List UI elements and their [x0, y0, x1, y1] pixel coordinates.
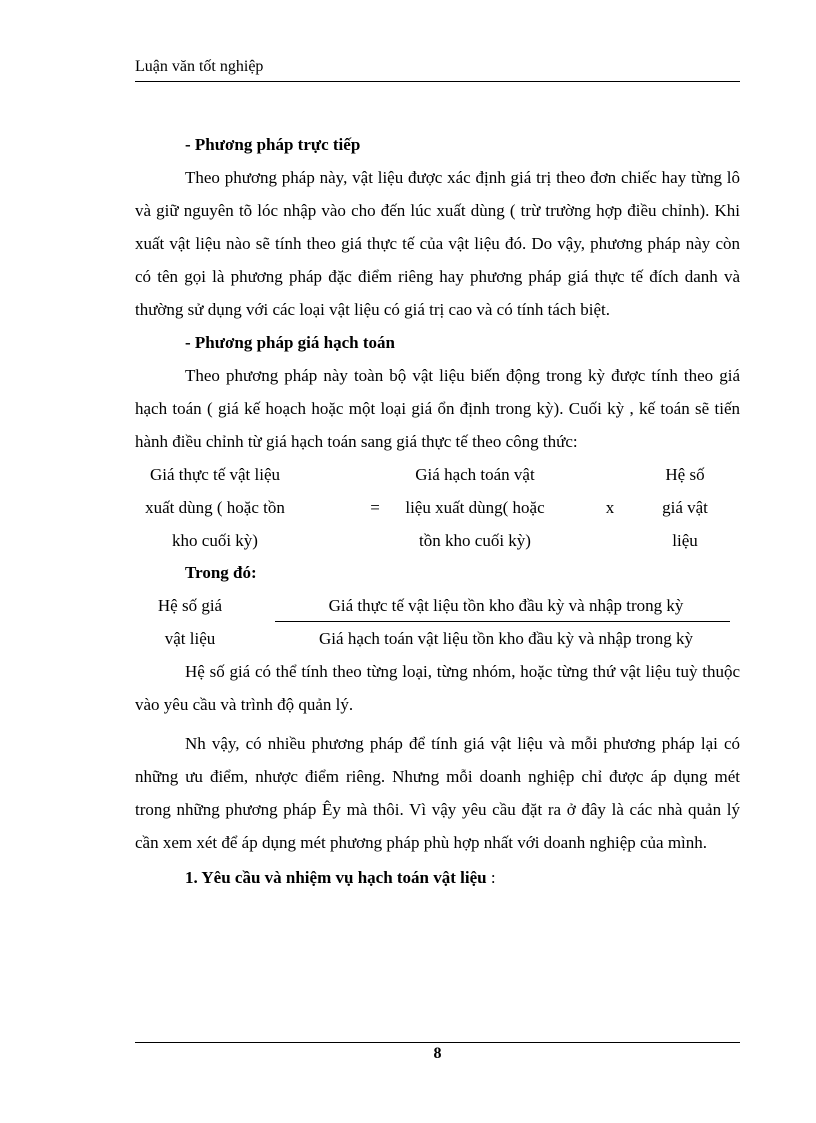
running-header: Luận văn tốt nghiệp — [135, 58, 264, 75]
header-rule — [135, 81, 740, 82]
formula-actual-cost — [135, 458, 740, 556]
paragraph-accounting-price-method: Theo phương pháp này toàn bộ vật liệu biến động trong kỳ được tính theo giá hạch toán ( giá kế hoạch hoặc một loại giá ổn định trong kỳ). Cuối kỳ , kế toán sẽ tiến hành điều chỉnh từ giá hạch toán sang giá thực tế theo công thức: — [135, 366, 740, 451]
section-heading-accounting-price-method: - Phương pháp giá hạch toán — [185, 333, 395, 352]
paragraph-direct-method: Theo phương pháp này, vật liệu được xác định giá trị theo đơn chiếc hay từng lô và giữ nguyên tõ lóc nhập vào cho đến lúc xuất dùng ( trừ trường hợp điều chỉnh). Khi xuất vật liệu nào sẽ tính theo giá thực tế của vật liệu đó. Do vậy, phương pháp này còn có tên gọi là phương pháp đặc điểm riêng hay phương pháp giá thực tế đích danh và thường sử dụng với các loại vật liệu có giá trị cao và có tính tách biệt. — [135, 168, 740, 319]
formula-left-term: Giá thực tế vật liệu xuất dùng ( hoặc tồn kho cuối kỳ) — [145, 465, 285, 550]
formula-equals-sign: = — [370, 498, 380, 517]
formula-price-coefficient — [135, 589, 740, 655]
coefficient-label: Hệ số giá vật liệu — [157, 596, 223, 648]
fraction-denominator: Giá hạch toán vật liệu tồn kho đầu kỳ và nhập trong kỳ — [319, 629, 693, 648]
where-label: Trong đó: — [185, 563, 257, 582]
paragraph-coefficient: Hệ số giá có thể tính theo từng loại, từng nhóm, hoặc từng thứ vật liệu tuỳ thuộc vào yêu cầu và trình độ quản lý. — [135, 662, 740, 714]
paragraph-conclusion: Nh vậy, có nhiều phương pháp để tính giá vật liệu và mỗi phương pháp lại có những ưu điểm, nhược điểm riêng. Nhưng mỗi doanh nghiệp chỉ được áp dụng mét trong những phương pháp Êy mà thôi. Vì vậy yêu cầu đặt ra ở đây là các nhà quản lý cần xem xét để áp dụng mét phương pháp phù hợp nhất với doanh nghiệp của mình. — [135, 734, 740, 852]
fraction-numerator: Giá thực tế vật liệu tồn kho đầu kỳ và nhập trong kỳ — [328, 596, 684, 615]
formula-times-sign: x — [605, 498, 615, 517]
formula-right-term: Hệ số giá vật liệu — [662, 465, 708, 550]
page-number: 8 — [433, 1045, 442, 1062]
formula-middle-term: Giá hạch toán vật liệu xuất dùng( hoặc tồn kho cuối kỳ) — [405, 465, 545, 550]
page-body — [135, 128, 740, 894]
heading-requirements: 1. Yêu cầu và nhiệm vụ hạch toán vật liệu : — [185, 868, 496, 887]
footer-rule — [135, 1042, 740, 1043]
section-heading-direct-method: - Phương pháp trực tiếp — [185, 135, 361, 154]
